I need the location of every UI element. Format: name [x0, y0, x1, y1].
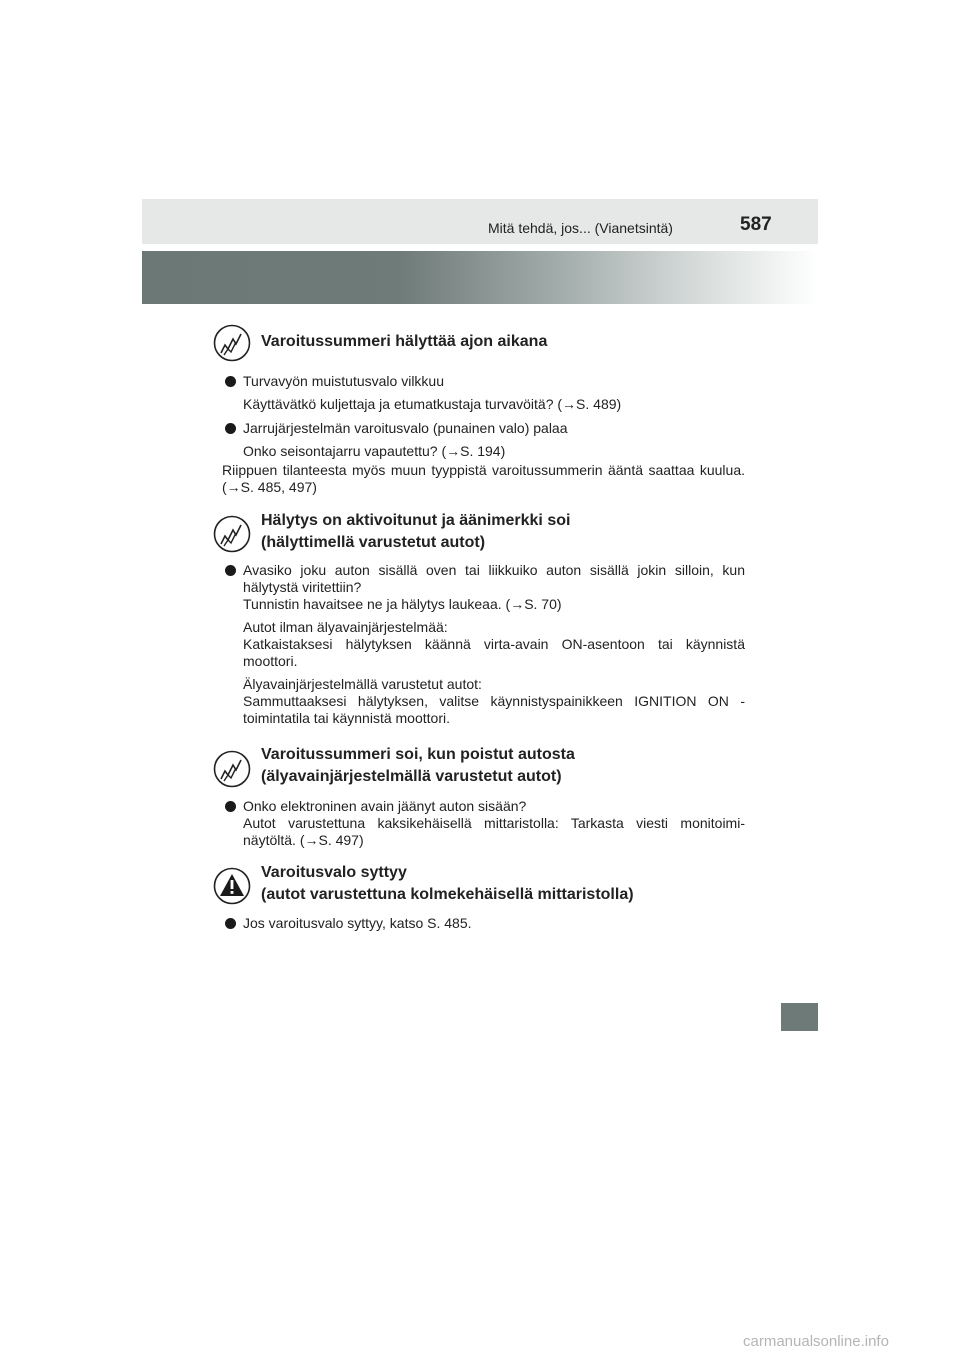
section-heading: Hälytys on aktivoitunut ja äänimerkki soi (hälyttimellä varustetut autot)	[261, 512, 571, 551]
bullet-marker	[225, 801, 236, 812]
bullet-marker	[225, 565, 236, 576]
bullet-item: Jarrujärjestelmän varoitusvalo (punainen valo) palaa Onko seisontajarru vapautettu? (→S. 194)	[243, 420, 568, 459]
bullet-item: Turvavyön muistutusvalo vilkkuu Käyttävätkö kuljettaja ja etumatkustaja turvavöitä? (→S. 489)	[243, 373, 622, 412]
chapter-tab	[781, 1003, 818, 1031]
section-heading: Varoitussummeri soi, kun poistut autosta (älyavainjärjestelmällä varustetut autot)	[261, 746, 575, 785]
section-heading: Varoitusvalo syttyy (autot varustettuna kolmekehäisellä mittaristolla)	[261, 864, 634, 903]
note-paragraph: Riippuen tilanteesta myös muun tyyppistä varoitussummerin ääntä saattaa kuulua. (→S. 485, 497)	[222, 462, 745, 495]
bullet-item: Jos varoitusvalo syttyy, katso S. 485.	[243, 915, 472, 931]
buzzer-icon	[213, 515, 251, 553]
section-heading: Varoitussummeri hälyttää ajon aikana	[261, 333, 548, 350]
warning-triangle-icon	[213, 867, 251, 905]
bullet-marker	[225, 423, 236, 434]
bullet-marker	[225, 376, 236, 387]
page-number: 587	[740, 214, 772, 235]
header-bar	[142, 199, 818, 244]
buzzer-icon	[213, 324, 251, 362]
bullet-item: Avasiko joku auton sisällä oven tai liikkuiko auton sisällä jokin silloin, kun hälytystä viritettiin? Tunnistin havaitsee ne ja hälytys laukeaa. (→S. 70) Autot ilman älyavainjärjestelmää: Katkaistaksesi hälytyksen käännä virta-avain ON-asentoon tai käynnistä moottori. Älyavainjärjestelmällä varustetut autot: Sammuttaaksesi hälytyksen, valitse käynnistyspainikkeen IGNITION ON -toimintatila tai käynnistä moottori.	[243, 562, 745, 726]
bullet-item: Onko elektroninen avain jäänyt auton sisään? Autot varustettuna kaksikehäisellä mittaristolla: Tarkasta viesti monitoimi-näytöltä. (→S. 497)	[243, 798, 745, 848]
watermark: carmanualsonline.info	[743, 1333, 889, 1350]
section-band	[142, 251, 818, 304]
header-title: Mitä tehdä, jos... (Vianetsintä)	[488, 220, 673, 236]
bullet-marker	[225, 918, 236, 929]
buzzer-icon	[213, 750, 251, 788]
